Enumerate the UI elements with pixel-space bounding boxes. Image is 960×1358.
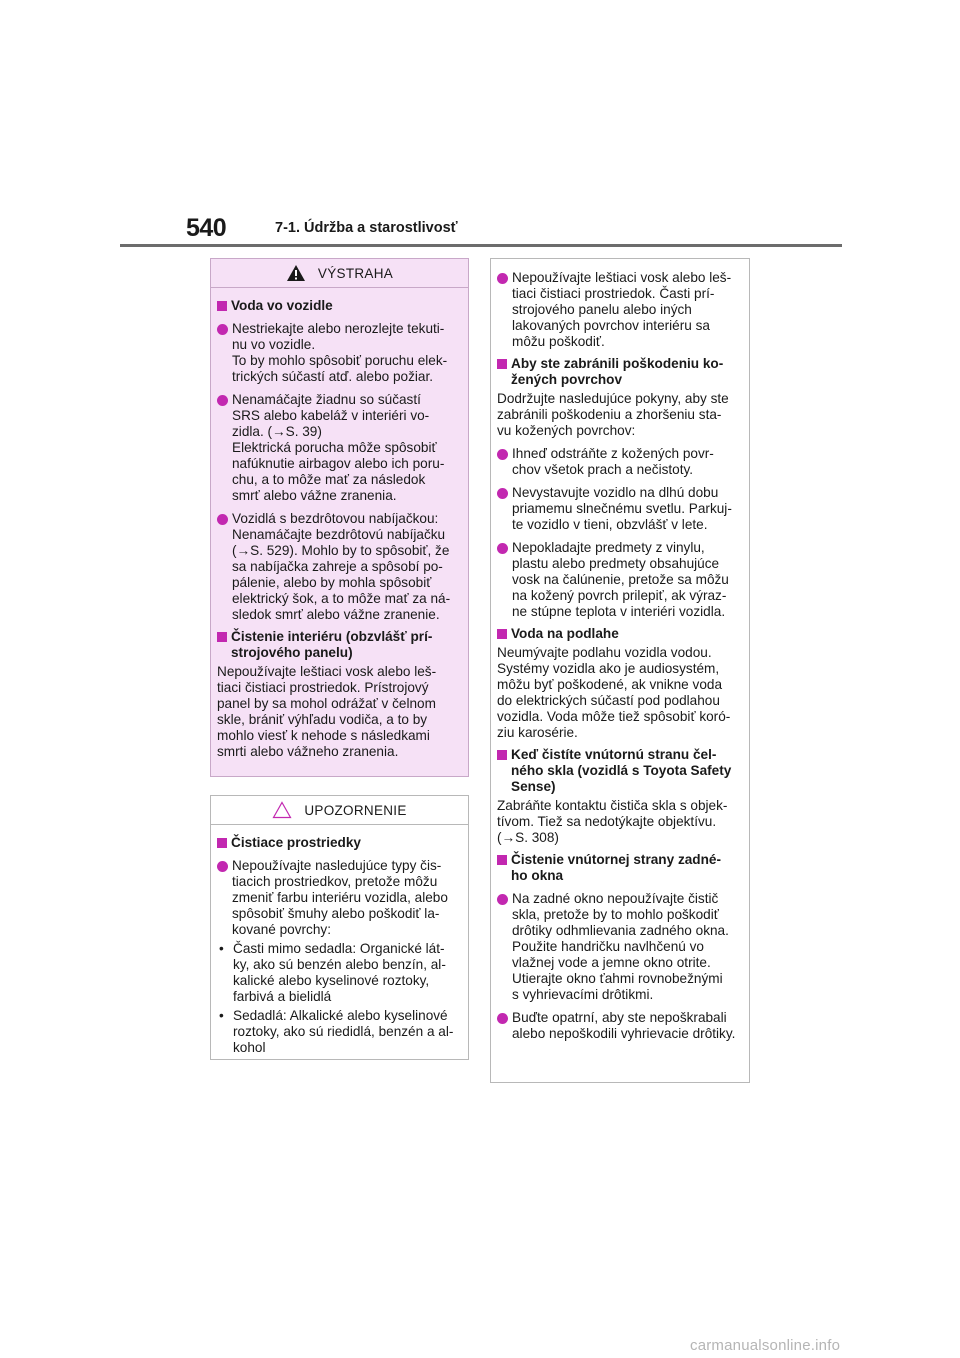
circle-bullet-icon: [497, 449, 508, 460]
bullet-item: [497, 891, 744, 1003]
bullet-item: [497, 485, 744, 533]
warning-title: VÝSTRAHA: [317, 265, 394, 281]
dash-item: [217, 941, 463, 1005]
caution-triangle-icon: [272, 801, 292, 819]
bullet-text: Nepoužívajte leštiaci vosk alebo leš- tiaci čistiaci prostriedok. Časti prí- strojového panelu alebo iných lakovaných povrchov interiéru sa môžu poškodiť.: [512, 270, 732, 349]
subheading: [497, 747, 744, 795]
bullet-item: [497, 1010, 744, 1042]
warning-box: [210, 258, 469, 777]
subheading-text: Keď čistíte vnútornú stranu čel- ného skla (vozidlá s Toyota Safety Sense): [511, 747, 732, 794]
subheading-text: Čistenie vnútornej strany zadné- ho okna: [511, 852, 721, 883]
bullet-text: Nepokladajte predmety z vinylu, plastu alebo predmety obsahujúce vosk na čalúnenie, pretože sa môžu na kožený povrch prilepiť, ak výraz- ne stúpne teplota v interiéri vozidla.: [512, 540, 729, 619]
right-column-box: [490, 258, 750, 1083]
bullet-item: [217, 511, 463, 623]
paragraph: [217, 664, 463, 760]
bullet-item: [497, 446, 744, 478]
paragraph: [497, 645, 744, 741]
bullet-text: Buďte opatrní, aby ste nepoškrabali alebo nepoškodili vyhrievacie drôtiky.: [512, 1010, 736, 1041]
subheading-text: Voda na podlahe: [511, 626, 619, 641]
paragraph-text: Neumývajte podlahu vozidla vodou. Systémy vozidla ako je audiosystém, môžu byť poškodené, ak vnikne voda do elektrických súčastí pod podlahou vozidla. Voda môže tiež spôsobiť koró- ziu karosérie.: [497, 645, 731, 740]
square-bullet-icon: [217, 632, 227, 642]
circle-bullet-icon: [217, 514, 228, 525]
bullet-text: Na zadné okno nepoužívajte čistič skla, pretože by to mohlo poškodiť drôtiky odhmlievania zadného okna. Použite handričku navlhčenú vo vlažnej vode a jemne okno otrite. Utierajte okno ťahmi rovnobežnými s vyhrievacími drôtikmi.: [512, 891, 729, 1002]
subheading-text: Aby ste zabránili poškodeniu ko- žených povrchov: [511, 356, 724, 387]
right-body: [491, 259, 749, 1046]
dot-marker-icon: •: [219, 1008, 224, 1023]
dash-text: Sedadlá: Alkalické alebo kyselinové roztoky, ako sú riedidlá, benzén a al- kohol: [233, 1008, 454, 1055]
dash-text: Časti mimo sedadla: Organické lát- ky, ako sú benzén alebo benzín, al- kalické alebo kyselinové roztoky, farbivá a bielidlá: [233, 941, 446, 1004]
subheading: [497, 852, 744, 884]
page-number: 540: [186, 214, 227, 242]
warning-triangle-icon: [286, 264, 306, 282]
subheading: [217, 835, 463, 851]
square-bullet-icon: [497, 629, 507, 639]
subheading: [497, 356, 744, 388]
circle-bullet-icon: [497, 543, 508, 554]
bullet-item: [497, 270, 744, 350]
header-rule: [120, 244, 842, 247]
paragraph-text: Dodržujte nasledujúce pokyny, aby ste zabránili poškodeniu a zhoršeniu sta- vu kožených povrchov:: [497, 391, 729, 438]
bullet-item: [217, 321, 463, 385]
section-title: 7-1. Údržba a starostlivosť: [275, 220, 458, 236]
bullet-text: Nestriekajte alebo nerozlejte tekuti- nu vo vozidle. To by mohlo spôsobiť poruchu elek- trických súčastí atď. alebo požiar.: [232, 321, 448, 384]
warning-header: [211, 259, 468, 288]
paragraph: [497, 798, 744, 846]
bullet-text: Ihneď odstráňte z kožených povr- chov všetok prach a nečistoty.: [512, 446, 714, 477]
paragraph-text: Zabráňte kontaktu čističa skla s objek- tívom. Tiež sa nedotýkajte objektívu. (→S. 308): [497, 798, 728, 845]
subheading: [497, 626, 744, 642]
circle-bullet-icon: [217, 861, 228, 872]
bullet-text: Nevystavujte vozidlo na dlhú dobu priamemu slnečnému svetlu. Parkuj- te vozidlo v tieni, obzvlášť v lete.: [512, 485, 732, 532]
square-bullet-icon: [497, 359, 507, 369]
caution-box: [210, 795, 469, 1060]
bullet-item: [497, 540, 744, 620]
dash-item: [217, 1008, 463, 1056]
bullet-text: Vozidlá s bezdrôtovou nabíjačkou: Nenamáčajte bezdrôtovú nabíjačku (→S. 529). Mohlo by to spôsobiť, že sa nabíjačka zahreje a spôsobí po- pálenie, alebo by mohla spôsobiť elektrický šok, a to môže mať za ná- sledok smrť alebo vážne zranenie.: [232, 511, 451, 622]
circle-bullet-icon: [497, 894, 508, 905]
subheading-text: Čistiace prostriedky: [231, 835, 361, 850]
subheading: [217, 298, 463, 314]
dot-marker-icon: •: [219, 941, 224, 956]
paragraph-text: Nepoužívajte leštiaci vosk alebo leš- tiaci čistiaci prostriedok. Prístrojový panel by sa mohol odrážať v čelnom skle, brániť výhľadu vodiča, a to by mohlo viesť k nehode s následkami smrti alebo vážneho zranenia.: [217, 664, 437, 759]
watermark: carmanualsonline.info: [690, 1337, 841, 1354]
square-bullet-icon: [497, 750, 507, 760]
square-bullet-icon: [217, 838, 227, 848]
circle-bullet-icon: [497, 273, 508, 284]
bullet-item: [217, 392, 463, 504]
circle-bullet-icon: [217, 324, 228, 335]
square-bullet-icon: [217, 301, 227, 311]
circle-bullet-icon: [497, 488, 508, 499]
square-bullet-icon: [497, 855, 507, 865]
caution-body: [211, 825, 468, 1060]
subheading: [217, 629, 463, 661]
circle-bullet-icon: [497, 1013, 508, 1024]
caution-header: [211, 796, 468, 825]
bullet-text: Nepoužívajte nasledujúce typy čis- tiacich prostriedkov, pretože môžu zmeniť farbu interiéru vozidla, alebo spôsobiť šmuhy alebo poškodiť la- kované povrchy:: [232, 858, 448, 937]
subheading-text: Čistenie interiéru (obzvlášť prí- strojového panelu): [231, 629, 433, 660]
bullet-item: [217, 858, 463, 938]
subheading-text: Voda vo vozidle: [231, 298, 333, 313]
paragraph: [497, 391, 744, 439]
bullet-text: Nenamáčajte žiadnu so súčastí SRS alebo kabeláž v interiéri vo- zidla. (→S. 39) Elektrická porucha môže spôsobiť nafúknutie airbagov alebo ich poru- chu, a to môže mať za následok smrť alebo vážne zranenia.: [232, 392, 445, 503]
caution-title: UPOZORNENIE: [304, 802, 407, 818]
warning-body: [211, 288, 468, 764]
circle-bullet-icon: [217, 395, 228, 406]
